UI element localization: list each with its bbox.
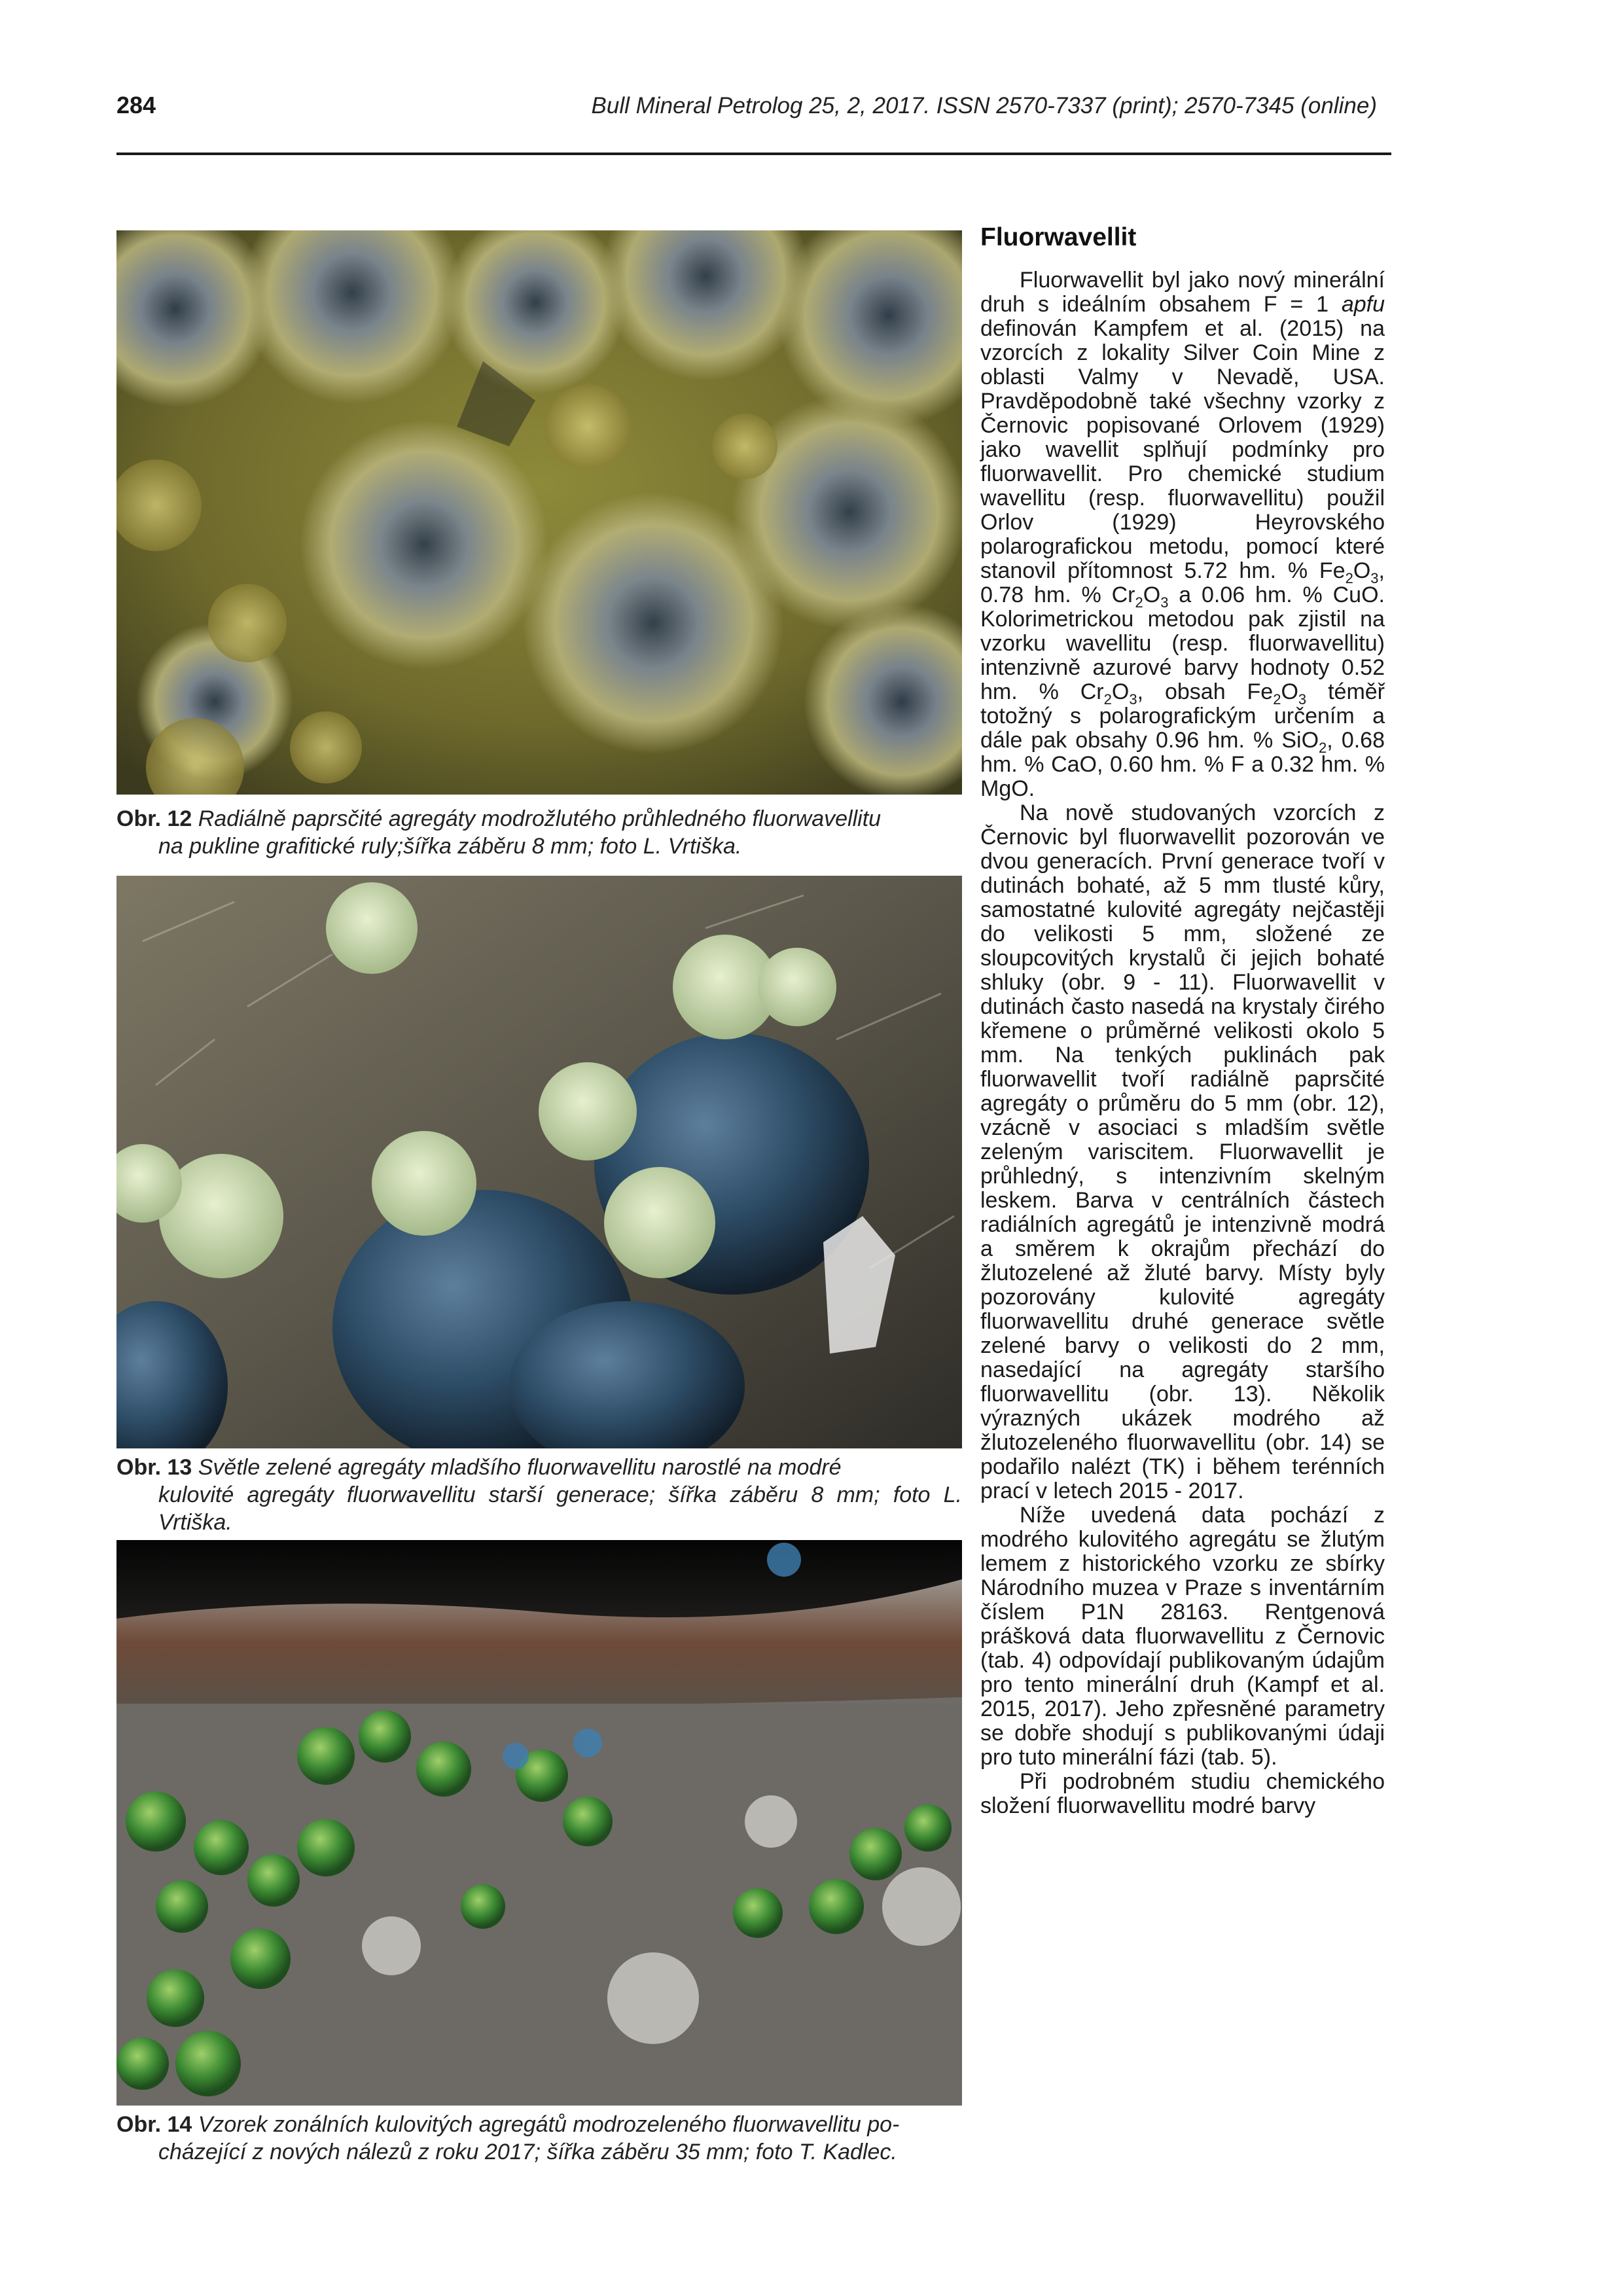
page-number: 284 [116, 92, 156, 118]
header-rule [116, 152, 1391, 155]
figure-13-caption-line2: kulovité agregáty fluorwavellitu starší generace; šířka záběru 8 mm; foto L. Vrtiška. [158, 1482, 962, 1535]
figure-12-label: Obr. 12 [116, 806, 192, 831]
figure-14-caption [116, 2111, 962, 2166]
figure-14-photo [116, 1540, 962, 2106]
figure-13-label: Obr. 13 [116, 1455, 192, 1480]
figure-13-caption [116, 1454, 962, 1536]
paragraph-4: Při podrobném studiu chemického složení fluorwavellitu modré barvy [980, 1769, 1385, 1818]
figure-12-caption-line2: na pukline grafitické ruly;šířka záběru 8 mm; foto L. Vrtiška. [158, 834, 742, 859]
figure-12-caption [116, 805, 962, 860]
figure-14-caption-line1: Vzorek zonálních kulovitých agregátů modrozeleného fluorwavellitu po- [198, 2112, 900, 2137]
figure-14-caption-line2: cházející z nových nálezů z roku 2017; šířka záběru 35 mm; foto T. Kadlec. [158, 2140, 897, 2164]
figure-13-caption-line1: Světle zelené agregáty mladšího fluorwavellitu narostlé na modré [198, 1455, 842, 1480]
paragraph-3: Níže uvedená data pochází z modrého kulovitého agregátu se žlutým lemem z historického vzorku ze sbírky Národního muzea v Praze s inventárním číslem P1N 28163. Rentgenová prášková data fluorwavellitu z Černovic (tab. 4) odpovídají publikovaným údajům pro tento minerální druh (Kampf et al. 2015, 2017). Jeho zpřesněné parametry se dobře shodují s publikovanými údaji pro tuto minerální fázi (tab. 5). [980, 1503, 1385, 1770]
journal-header: Bull Mineral Petrolog 25, 2, 2017. ISSN 2570-7337 (print); 2570-7345 (online) [591, 93, 1377, 118]
figure-12-caption-line1: Radiálně paprsčité agregáty modrožlutého průhledného fluorwavellitu [198, 806, 882, 831]
figure-14-label: Obr. 14 [116, 2112, 192, 2137]
figure-13-photo [116, 876, 962, 1448]
paragraph-1: Fluorwavellit byl jako nový minerální druh s ideálním obsahem F = 1 apfu definován Kampfem et al. (2015) na vzorcích z lokality Silver Coin Mine z oblasti Valmy v Nevadě, USA. Pravděpodobně také všechny vzorky z Černovic popisované Orlovem (1929) jako wavellit splňují podmínky pro fluorwavellit. Pro chemické studium wavellitu (resp. fluorwavellitu) použil Orlov (1929) Heyrovského polarografickou metodu, pomocí které stanovil přítomnost 5.72 hm. % $Fe_2O_3$, 0.78 hm. % $Cr_2O_3$ a 0.06 hm. % CuO. Kolorimetrickou metodou pak zjistil na vzorku wavellitu (resp. fluorwavellitu) intenzivně azurové barvy hodnoty 0.52 hm. % $Cr_2O_3$, obsah $Fe_2O_3$ téměř totožný s polarografickým určením a dále pak obsahy 0.96 hm. % SiO$_2$, 0.68 hm. % CaO, 0.60 hm. % F a 0.32 hm. % MgO. [980, 268, 1385, 801]
paragraph-2: Na nově studovaných vzorcích z Černovic byl fluorwavellit pozorován ve dvou generacích. První generace tvoří v dutinách bohaté, až 5 mm tlusté kůry, samostatné kulovité agregáty nejčastěji do velikosti 5 mm, složené ze sloupcovitých krystalů či jejich bohaté shluky (obr. 9 - 11). Fluorwavellit v dutinách často nasedá na krystaly čirého křemene o průměrné velikosti okolo 5 mm. Na tenkých puklinách pak fluorwavellit tvoří radiálně paprsčité agregáty o průměru do 5 mm (obr. 12), vzácně v asociaci s mladším světle zeleným variscitem. Fluorwavellit je průhledný, s intenzivním skelným leskem. Barva v centrálních částech radiálních agregátů je intenzivně modrá a směrem k okrajům přechází do žlutozelené až žluté barvy. Místy byly pozorovány kulovité agregáty fluorwavellitu druhé generace světle zelené barvy o velikosti do 2 mm, nasedající na agregáty staršího fluorwavellitu (obr. 13). Několik výrazných ukázek modrého až žlutozeleného fluorwavellitu (obr. 14) se podařilo nalézt (TK) i během terénních prací v letech 2015 - 2017. [980, 800, 1385, 1503]
article-column [980, 268, 1385, 1818]
section-title: Fluorwavellit [980, 223, 1137, 251]
figure-12-photo [116, 230, 962, 795]
